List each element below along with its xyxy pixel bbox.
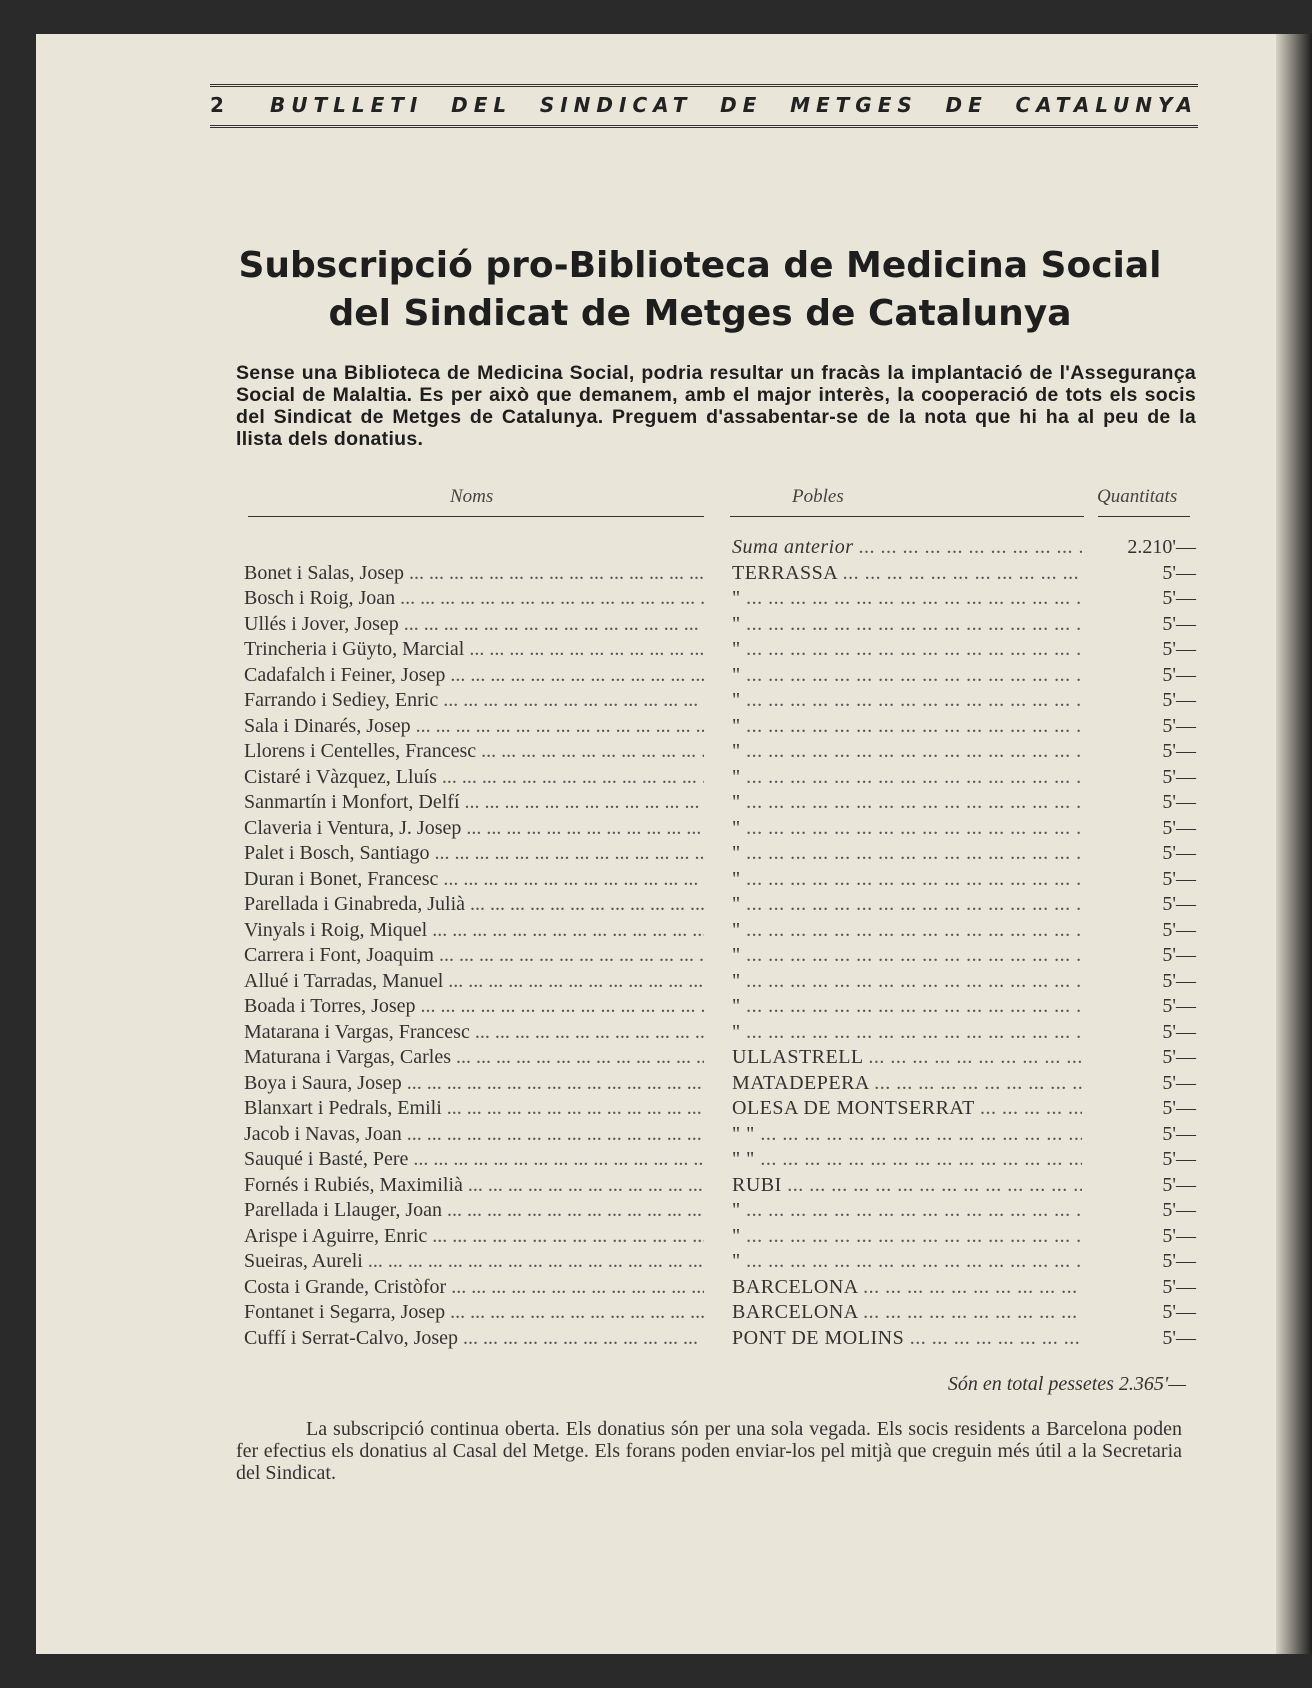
donor-town: " ... . [732,994,1082,1020]
donor-town: " ... . [732,816,1082,842]
column-header-names: Noms [450,486,494,507]
donor-amount: 5'— [1162,893,1196,915]
donor-name: Jacob i Navas, Joan ... . [244,1122,704,1148]
donor-town: " ... . [732,1020,1082,1046]
donor-amount: 5'— [1162,842,1196,864]
donor-row [244,1020,1204,1046]
donor-town: " ... . [732,739,1082,765]
donor-amount: 5'— [1162,969,1196,992]
donor-amount: 5'— [1162,1020,1196,1043]
donor-name: Trincheria i Güyto, Marcial ... . [244,637,704,663]
column-rule-amounts [1098,516,1190,517]
donor-town: " ... . [732,790,1082,816]
donor-town: " ... . [732,1198,1082,1224]
donor-name: Fornés i Rubiés, Maximilià ... . [244,1173,704,1199]
donor-row [244,994,1204,1020]
donor-town: " " ... . [732,1122,1082,1148]
donor-name: Bonet i Salas, Josep ... . [244,561,704,587]
donor-amount: 5'— [1162,561,1196,584]
donor-town: " ... . [732,918,1082,944]
footer-note: La subscripció continua oberta. Els donatius són per una sola vegada. Els socis residents a Barcelona poden fer efectius els donatius al Casal del Metge. Els forans poden enviar-los pel mitjà que creguin més útil a la Secretaria del Sindicat. [236,1418,1182,1484]
running-title: BUTLLETI DEL SINDICAT DE METGES DE CATALUNYA [270,93,1198,117]
donor-row [244,1147,1204,1173]
donor-name: Bosch i Roig, Joan ... . [244,586,704,612]
donor-town: PONT DE MOLINS ... . [732,1326,1082,1352]
donor-name: Carrera i Font, Joaquim ... . [244,943,704,969]
donor-row [244,1173,1204,1199]
donor-row [244,739,1204,765]
donor-row [244,816,1204,842]
donor-row [244,561,1204,587]
donor-town: " ... . [732,1249,1082,1275]
donor-amount: 5'— [1162,1301,1196,1323]
donor-row [244,969,1204,995]
donor-amount: 5'— [1162,944,1196,966]
donor-name: Duran i Bonet, Francesc ... . [244,867,704,893]
donor-amount: 5'— [1162,995,1196,1017]
donor-amount: 5'— [1162,689,1196,711]
title-line-2: del Sindicat de Metges de Catalunya [328,293,1072,334]
donor-amount: 5'— [1162,740,1196,762]
donor-amount: 5'— [1162,1326,1196,1349]
donor-row [244,867,1204,893]
total-line: Són en total pessetes 2.365'— [947,1373,1186,1395]
donor-amount: 5'— [1162,1250,1196,1272]
donor-town: " ... . [732,688,1082,714]
donor-name: Costa i Grande, Cristòfor ... . [244,1275,704,1301]
donor-town: BARCELONA ... . [732,1300,1082,1326]
donor-name: Sanmartín i Monfort, Delfí ... . [244,790,704,816]
donor-row [244,663,1204,689]
donor-name: Sala i Dinarés, Josep ... . [244,714,704,740]
donor-row [244,714,1204,740]
donor-row [244,1096,1204,1122]
donor-amount: 5'— [1162,791,1196,813]
donor-town: " ... . [732,867,1082,893]
donor-amount: 5'— [1162,1199,1196,1221]
donor-town: " ... . [732,892,1082,918]
page-number: 2 [210,93,224,117]
carry-over-row [244,535,1204,561]
donor-row [244,841,1204,867]
donor-row [244,612,1204,638]
donor-town: " ... . [732,841,1082,867]
donor-row [244,1122,1204,1148]
donor-amount: 5'— [1162,1046,1196,1068]
donor-amount: 5'— [1162,918,1196,941]
carry-over-label: Suma anterior ... . [732,535,1082,561]
donor-name: Claveria i Ventura, J. Josep ... . [244,816,704,842]
donor-name: Palet i Bosch, Santiago ... . [244,841,704,867]
donor-amount: 5'— [1162,587,1196,609]
donor-name: Boya i Saura, Josep ... . [244,1071,704,1097]
donor-name: Sauqué i Basté, Pere ... . [244,1147,704,1173]
donor-name: Vinyals i Roig, Miquel ... . [244,918,704,944]
donor-amount: 5'— [1162,1224,1196,1247]
donor-name: Parellada i Ginabreda, Julià ... . [244,892,704,918]
donor-row [244,688,1204,714]
intro-paragraph: Sense una Biblioteca de Medicina Social, podria resultar un fracàs la implantació de l'Assegurança Social de Malaltia. Es per això que demanem, amb el major interès, la cooperació de tots els socis del Sindicat de Metges de Catalunya. Preguem d'assabentar-se de la nota que hi ha al peu de la llista dels donatius. [236,362,1196,450]
donor-town: BARCELONA ... . [732,1275,1082,1301]
donor-town: OLESA DE MONTSERRAT ... . [732,1096,1082,1122]
donor-row [244,790,1204,816]
donor-row [244,943,1204,969]
donor-amount: 5'— [1162,1071,1196,1094]
donor-amount: 5'— [1162,765,1196,788]
donor-name: Cuffí i Serrat-Calvo, Josep ... . [244,1326,704,1352]
donor-row [244,1300,1204,1326]
donor-amount: 5'— [1162,714,1196,737]
donor-town: " ... . [732,637,1082,663]
donor-town: " ... . [732,1224,1082,1250]
donor-row [244,1275,1204,1301]
donor-town: MATADEPERA ... . [732,1071,1082,1097]
donor-name: Ullés i Jover, Josep ... . [244,612,704,638]
article-title [200,242,1200,338]
donor-name: Maturana i Vargas, Carles ... . [244,1045,704,1071]
donor-row [244,1045,1204,1071]
donor-row [244,1326,1204,1352]
donor-town: " ... . [732,765,1082,791]
donor-name: Blanxart i Pedrals, Emili ... . [244,1096,704,1122]
donor-amount: 5'— [1162,1097,1196,1119]
column-rule-names [248,516,704,517]
donor-name: Cistaré i Vàzquez, Lluís ... . [244,765,704,791]
donor-town: " ... . [732,714,1082,740]
donor-row [244,637,1204,663]
donor-town: " ... . [732,943,1082,969]
donor-name: Fontanet i Segarra, Josep ... . [244,1300,704,1326]
donor-row [244,586,1204,612]
carry-over-amount: 2.210'— [1127,536,1196,558]
donor-row [244,765,1204,791]
donor-town: " ... . [732,663,1082,689]
donor-row [244,892,1204,918]
donor-amount: 5'— [1162,1275,1196,1298]
donor-amount: 5'— [1162,663,1196,686]
donor-name: Allué i Tarradas, Manuel ... . [244,969,704,995]
donor-amount: 5'— [1162,1122,1196,1145]
donor-amount: 5'— [1162,816,1196,839]
donor-name: Sueiras, Aureli ... . [244,1249,704,1275]
donor-row [244,1249,1204,1275]
donor-amount: 5'— [1162,638,1196,660]
donor-row [244,918,1204,944]
donor-name: Arispe i Aguirre, Enric ... . [244,1224,704,1250]
donor-amount: 5'— [1162,612,1196,635]
donor-amount: 5'— [1162,1173,1196,1196]
donor-row [244,1071,1204,1097]
donor-name: Cadafalch i Feiner, Josep ... . [244,663,704,689]
donor-name: Boada i Torres, Josep ... . [244,994,704,1020]
donor-town: TERRASSA ... . [732,561,1082,587]
donor-amount: 5'— [1162,1148,1196,1170]
column-rule-towns [730,516,1084,517]
donor-town: RUBI ... . [732,1173,1082,1199]
donor-name: Parellada i Llauger, Joan ... . [244,1198,704,1224]
running-header [210,84,1198,128]
donor-list [244,535,1204,1351]
donor-amount: 5'— [1162,867,1196,890]
donor-row [244,1198,1204,1224]
title-line-1: Subscripció pro-Biblioteca de Medicina Social [238,245,1162,286]
donor-row [244,1224,1204,1250]
donor-town: " ... . [732,969,1082,995]
donor-name: Matarana i Vargas, Francesc ... . [244,1020,704,1046]
donor-town: " ... . [732,586,1082,612]
donor-town: " ... . [732,612,1082,638]
donor-name: Farrando i Sediey, Enric ... . [244,688,704,714]
column-header-amounts: Quantitats [1097,486,1178,507]
donor-town: " " ... . [732,1147,1082,1173]
donor-town: ULLASTRELL ... . [732,1045,1082,1071]
column-header-towns: Pobles [792,486,844,507]
page-edge-shadow [1276,34,1312,1654]
donor-name: Llorens i Centelles, Francesc ... . [244,739,704,765]
